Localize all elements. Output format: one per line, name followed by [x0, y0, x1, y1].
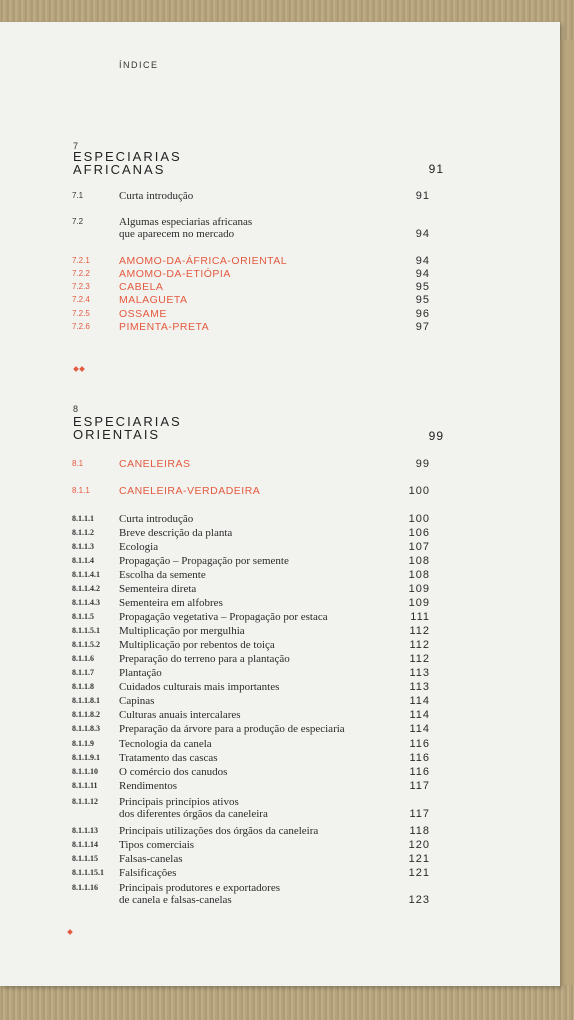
toc-entry-title: [119, 752, 409, 764]
toc-entry-title: [119, 569, 409, 581]
toc-entry-title-line: Preparação da árvore para a produção de especiaria: [119, 723, 345, 735]
toc-entry-page: 95: [415, 281, 430, 293]
toc-entry-number: 8.1.1.5.2: [72, 640, 100, 649]
toc-entry-number: 8.1.1.2: [72, 528, 94, 537]
toc-entry-title: [119, 766, 409, 778]
toc-entry-page: 108: [408, 555, 430, 567]
chapter-8-number: 8: [73, 404, 79, 414]
toc-entry-title-line: Multiplicação por mergulhia: [119, 625, 245, 637]
toc-entry-title: [119, 667, 409, 679]
chapter-7-title: [73, 150, 182, 176]
toc-entry-title-line: Algumas especiarias africanas: [119, 216, 253, 228]
toc-entry-title-line: Ecologia: [119, 541, 159, 553]
toc-entry-title: [119, 738, 409, 750]
toc-entry-title-line: Capinas: [119, 695, 155, 707]
toc-entry-number: 8.1.1.4: [72, 556, 94, 565]
toc-entry-title-line: Curta introdução: [119, 513, 194, 525]
toc-entry-title-line: Propagação vegetativa – Propagação por estaca: [119, 611, 328, 623]
toc-entry-title: [119, 695, 409, 707]
toc-entry-page: 94: [415, 228, 430, 240]
toc-entry-number: 8.1.1.16: [72, 883, 98, 892]
toc-entry-page: 116: [409, 738, 430, 750]
toc-entry-title-line: Plantação: [119, 667, 162, 679]
toc-entry-number: 8.1.1.5.1: [72, 626, 100, 635]
toc-entry-page: 121: [408, 867, 430, 879]
chapter-7-title-line-2: AFRICANAS: [73, 162, 166, 177]
toc-entry-number: 8.1.1.4.1: [72, 570, 100, 579]
toc-entry-title-line: Propagação – Propagação por semente: [119, 555, 289, 567]
chapter-8-title: [73, 415, 182, 441]
toc-entry-number: 8.1.1.1: [72, 514, 94, 523]
toc-entry-page: 117: [409, 780, 430, 792]
toc-entry-title: [119, 458, 409, 470]
toc-entry-title-line: Falsificações: [119, 867, 177, 879]
toc-entry-number: 8.1.1.8: [72, 682, 94, 691]
toc-entry-title: [119, 839, 409, 851]
toc-entry-page: 100: [408, 513, 430, 525]
toc-entry-page: 109: [408, 597, 430, 609]
toc-entry-page: 114: [409, 695, 430, 707]
toc-entry-title: [119, 308, 409, 320]
toc-entry-title-line: AMOMO-DA-ETIÓPIA: [119, 268, 231, 280]
toc-entry-title: [119, 780, 409, 792]
chapter-8-title-line-1: ESPECIARIAS: [73, 414, 182, 429]
toc-entry-number: 7.1: [72, 191, 84, 200]
toc-entry-number: 8.1.1.8.2: [72, 710, 100, 719]
toc-entry-title: [119, 294, 409, 306]
toc-entry-number: 7.2.2: [72, 269, 90, 278]
toc-entry-page: 94: [415, 255, 430, 267]
toc-entry-page: 114: [409, 709, 430, 721]
toc-entry-title: [119, 867, 409, 879]
toc-entry-title: [119, 268, 409, 280]
toc-entry-number: 8.1: [72, 459, 84, 468]
toc-entry-page: 121: [408, 853, 430, 865]
toc-entry-number: 8.1.1.8.1: [72, 696, 100, 705]
toc-entry-page: 112: [409, 639, 430, 651]
toc-entry-title-line: dos diferentes órgãos da caneleira: [119, 808, 268, 820]
chapter-7-page: 91: [428, 162, 444, 176]
toc-entry-page: 116: [409, 766, 430, 778]
toc-entry-title-line: Curta introdução: [119, 190, 194, 202]
toc-entry-title-line: Cuidados culturais mais importantes: [119, 681, 280, 693]
toc-entry-title-line: Principais produtores e exportadores: [119, 882, 280, 894]
toc-entry-number: 8.1.1.3: [72, 542, 94, 551]
toc-entry-title: [119, 597, 409, 609]
toc-entry-title-line: AMOMO-DA-ÁFRICA-ORIENTAL: [119, 255, 288, 267]
toc-entry-title-line: CANELEIRAS: [119, 458, 191, 470]
toc-entry-title: [119, 853, 409, 865]
toc-entry-title: [119, 541, 409, 553]
toc-entry-title-line: Falsas-canelas: [119, 853, 183, 865]
toc-entry-title: [119, 723, 409, 735]
toc-entry-page: 108: [408, 569, 430, 581]
toc-entry-number: 8.1.1.14: [72, 840, 98, 849]
toc-entry-title: [119, 639, 409, 651]
toc-entry-number: 8.1.1.4.3: [72, 598, 100, 607]
table-surface-bottom: [0, 985, 574, 1020]
toc-entry-title-line: O comércio dos canudos: [119, 766, 228, 778]
toc-entry-number: 8.1.1.15.1: [72, 868, 104, 877]
toc-entry-title-line: Rendimentos: [119, 780, 178, 792]
toc-entry-number: 8.1.1: [72, 486, 90, 495]
toc-entry-page: 106: [408, 527, 430, 539]
toc-entry-title-line: OSSAME: [119, 308, 167, 320]
toc-entry-title: [119, 527, 409, 539]
toc-entry-title: [119, 255, 409, 267]
toc-entry-number: 8.1.1.6: [72, 654, 94, 663]
toc-entry-title-line: Preparação do terreno para a plantação: [119, 653, 290, 665]
toc-entry-title-line: Tipos comerciais: [119, 839, 195, 851]
toc-entry-page: 97: [415, 321, 430, 333]
toc-entry-title: [119, 681, 409, 693]
toc-entry-title: [119, 583, 409, 595]
toc-entry-number: 8.1.1.10: [72, 767, 98, 776]
chapter-7-number: 7: [73, 141, 79, 151]
toc-entry-page: 117: [409, 808, 430, 820]
toc-entry-title-line: que aparecem no mercado: [119, 228, 235, 240]
toc-entry-title-line: MALAGUETA: [119, 294, 188, 306]
toc-entry-title: [119, 281, 409, 293]
toc-entry-page: 112: [409, 625, 430, 637]
toc-entry-title: [119, 653, 409, 665]
toc-entry-number: 8.1.1.13: [72, 826, 98, 835]
toc-entry-title-line: Sementeira em alfobres: [119, 597, 223, 609]
toc-entry-page: 112: [409, 653, 430, 665]
toc-entry-page: 91: [415, 190, 430, 202]
toc-entry-title-line: Sementeira direta: [119, 583, 197, 595]
toc-entry-title: [119, 825, 409, 837]
toc-entry-title: [119, 513, 409, 525]
toc-entry-number: 7.2.4: [72, 295, 90, 304]
toc-entry-title: [119, 625, 409, 637]
toc-entry-title-line: CABELA: [119, 281, 164, 293]
toc-entry-page: 113: [409, 681, 430, 693]
toc-entry-page: 96: [415, 308, 430, 320]
toc-entry-title: [119, 321, 409, 333]
toc-entry-title-line: Tratamento das cascas: [119, 752, 218, 764]
toc-entry-page: 114: [409, 723, 430, 735]
toc-entry-number: 7.2.5: [72, 309, 90, 318]
toc-entry-page: 100: [408, 485, 430, 497]
toc-entry-title-line: Breve descrição da planta: [119, 527, 233, 539]
toc-entry-number: 7.2.3: [72, 282, 90, 291]
toc-entry-page: 118: [409, 825, 430, 837]
toc-entry-number: 8.1.1.11: [72, 781, 98, 790]
toc-entry-title-line: Principais utilizações dos órgãos da caneleira: [119, 825, 319, 837]
toc-entry-page: 123: [408, 894, 430, 906]
toc-entry-number: 7.2.6: [72, 322, 90, 331]
toc-entry-number: 8.1.1.8.3: [72, 724, 100, 733]
toc-entry-title: [119, 882, 409, 906]
toc-entry-page: 94: [415, 268, 430, 280]
toc-entry-title-line: Multiplicação por rebentos de toiça: [119, 639, 275, 651]
toc-entry-number: 8.1.1.12: [72, 797, 98, 806]
toc-entry-title-line: PIMENTA-PRETA: [119, 321, 210, 333]
toc-entry-number: 8.1.1.15: [72, 854, 98, 863]
toc-entry-title-line: Tecnologia da canela: [119, 738, 212, 750]
toc-entry-title-line: CANELEIRA-VERDADEIRA: [119, 485, 261, 497]
toc-entry-title: [119, 709, 409, 721]
toc-entry-number: 7.2.1: [72, 256, 90, 265]
toc-entry-title-line: Principais princípios ativos: [119, 796, 239, 808]
toc-entry-number: 8.1.1.9.1: [72, 753, 100, 762]
toc-entry-page: 99: [415, 458, 430, 470]
toc-entry-page: 116: [409, 752, 430, 764]
toc-entry-title: [119, 555, 409, 567]
toc-entry-page: 109: [408, 583, 430, 595]
chapter-8-page: 99: [428, 429, 444, 443]
toc-entry-number: 8.1.1.4.2: [72, 584, 100, 593]
toc-entry-title: [119, 216, 409, 240]
toc-entry-number: 8.1.1.5: [72, 612, 94, 621]
toc-entry-page: 113: [409, 667, 430, 679]
toc-entry-number: 8.1.1.9: [72, 739, 94, 748]
toc-entry-title-line: Escolha da semente: [119, 569, 206, 581]
toc-entry-page: 107: [408, 541, 430, 553]
toc-entry-number: 7.2: [72, 217, 84, 226]
toc-entry-title: [119, 485, 409, 497]
toc-entry-page: 120: [408, 839, 430, 851]
toc-entry-number: 8.1.1.7: [72, 668, 94, 677]
toc-entry-page: 95: [415, 294, 430, 306]
toc-entry-title: [119, 190, 409, 202]
running-head: ÍNDICE: [119, 60, 159, 70]
toc-entry-title: [119, 611, 409, 623]
toc-entry-title-line: de canela e falsas-canelas: [119, 894, 232, 906]
toc-entry-page: 111: [410, 611, 430, 623]
chapter-8-title-line-2: ORIENTAIS: [73, 427, 161, 442]
toc-entry-title-line: Culturas anuais intercalares: [119, 709, 241, 721]
chapter-7-title-line-1: ESPECIARIAS: [73, 149, 182, 164]
toc-entry-title: [119, 796, 409, 820]
